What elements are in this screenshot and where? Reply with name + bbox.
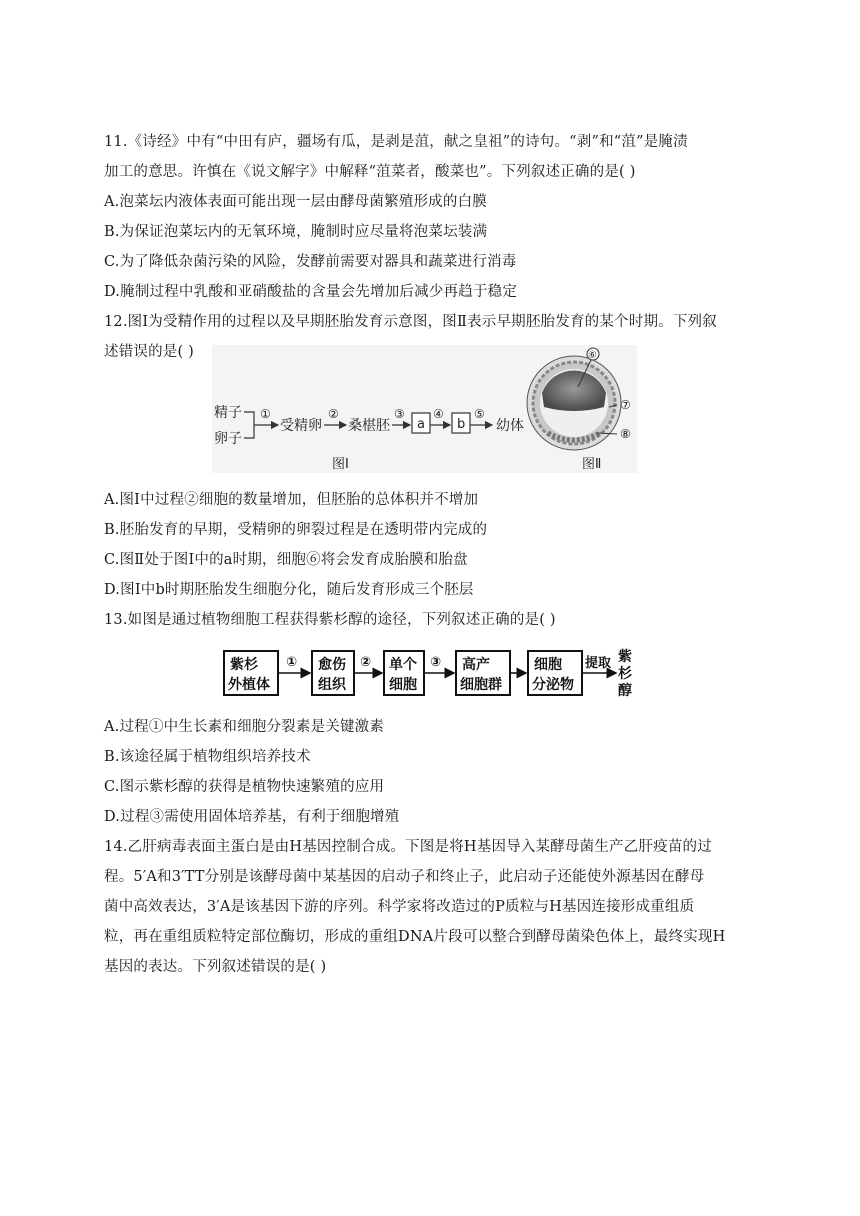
product-char2: 杉 bbox=[618, 666, 632, 682]
q11-option-b: B.为保证泡菜坛内的无氧环境，腌制时应尽量将泡菜坛装满 bbox=[104, 224, 488, 240]
box2-line2: 组织 bbox=[318, 677, 346, 693]
q14-stem-line4: 粒，再在重组质粒特定部位酶切，形成的重组DNA片段可以整合到酵母菌染色体上，最终实现H bbox=[104, 929, 726, 945]
pathway-step2: ② bbox=[360, 655, 372, 670]
box1-line2: 外植体 bbox=[228, 677, 270, 693]
step5-label: ⑤ bbox=[474, 407, 485, 421]
label7-text: ⑦ bbox=[620, 398, 631, 412]
q13-stem: 13.如图是通过植物细胞工程获得紫杉醇的途径，下列叙述正确的是( ) bbox=[104, 612, 556, 628]
q12-option-b: B.胚胎发育的早期，受精卵的卵裂过程是在透明带内完成的 bbox=[104, 522, 488, 538]
figure1-caption: 图Ⅰ bbox=[332, 457, 349, 472]
join-bracket bbox=[244, 412, 254, 438]
taxol-pathway-svg bbox=[222, 645, 642, 705]
q14-stem-line1: 14.乙肝病毒表面主蛋白是由H基因控制合成。下图是将H基因导入某酵母菌生产乙肝疫苗的过 bbox=[104, 839, 712, 855]
step4-label: ④ bbox=[433, 407, 444, 421]
q11-stem-line2: 加工的意思。许慎在《说文解字》中解释“菹菜者，酸菜也”。下列叙述正确的是( ) bbox=[104, 164, 636, 180]
q13-option-d: D.过程③需使用固体培养基，有利于细胞增殖 bbox=[104, 809, 400, 825]
pathway-step3: ③ bbox=[430, 655, 442, 670]
box1-line1: 紫杉 bbox=[230, 657, 258, 673]
blastocyst-illustration bbox=[527, 356, 621, 450]
q12-stem-line1: 12.图Ⅰ为受精作用的过程以及早期胚胎发育示意图，图Ⅱ表示早期胚胎发育的某个时期。下列叙 bbox=[104, 314, 717, 330]
q13-option-b: B.该途径属于植物组织培养技术 bbox=[104, 749, 311, 765]
box-a-label: a bbox=[417, 417, 425, 432]
box3-line1: 单个 bbox=[389, 657, 417, 673]
q11-option-a: A.泡菜坛内液体表面可能出现一层由酵母菌繁殖形成的白膜 bbox=[104, 194, 487, 210]
embryo-figure-svg bbox=[212, 345, 637, 473]
label6-text: ⑥ bbox=[588, 350, 597, 361]
egg-label: 卵子 bbox=[214, 431, 242, 447]
taxol-pathway-figure bbox=[222, 645, 642, 705]
step3-label: ③ bbox=[394, 407, 405, 421]
extract-label: 提取 bbox=[585, 656, 612, 671]
q12-option-d: D.图Ⅰ中b时期胚胎发生细胞分化，随后发育形成三个胚层 bbox=[104, 582, 474, 598]
q14-stem-line2: 程。5′A和3′TT分别是该酵母菌中某基因的启动子和终止子，此启动子还能使外源基因在酵母 bbox=[104, 869, 705, 885]
q11-stem-line1: 11.《诗经》中有“中田有庐，疆场有瓜，是剥是菹，献之皇祖”的诗句。“剥”和“菹”是腌渍 bbox=[104, 134, 688, 150]
product-char1: 紫 bbox=[618, 649, 632, 665]
sperm-label: 精子 bbox=[214, 405, 242, 421]
box5-line2: 分泌物 bbox=[532, 677, 574, 693]
q11-option-c: C.为了降低杂菌污染的风险，发酵前需要对器具和蔬菜进行消毒 bbox=[104, 254, 517, 270]
q13-option-a: A.过程①中生长素和细胞分裂素是关键激素 bbox=[104, 719, 385, 735]
morula-label: 桑椹胚 bbox=[348, 418, 390, 434]
q14-stem-line5: 基因的表达。下列叙述错误的是( ) bbox=[104, 959, 327, 975]
box3-line2: 细胞 bbox=[389, 677, 417, 693]
box5-line1: 细胞 bbox=[534, 657, 562, 673]
q12-option-c: C.图Ⅱ处于图Ⅰ中的a时期，细胞⑥将会发育成胎膜和胎盘 bbox=[104, 552, 468, 568]
q12-option-a: A.图Ⅰ中过程②细胞的数量增加，但胚胎的总体积并不增加 bbox=[104, 492, 479, 508]
young-label: 幼体 bbox=[496, 418, 524, 434]
figure2-caption: 图Ⅱ bbox=[582, 457, 602, 472]
q14-stem-line3: 菌中高效表达，3′A是该基因下游的序列。科学家将改造过的P质粒与H基因连接形成重组质 bbox=[104, 899, 695, 915]
zygote-label: 受精卵 bbox=[280, 418, 322, 434]
label8-text: ⑧ bbox=[620, 427, 631, 441]
step2-label: ② bbox=[328, 407, 339, 421]
box-b-label: b bbox=[457, 417, 466, 432]
q11-option-d: D.腌制过程中乳酸和亚硝酸盐的含量会先增加后减少再趋于稳定 bbox=[104, 284, 518, 300]
box4-line1: 高产 bbox=[462, 657, 490, 673]
embryo-development-figure bbox=[212, 345, 637, 473]
box2-line1: 愈伤 bbox=[318, 657, 346, 673]
product-char3: 醇 bbox=[618, 683, 632, 699]
step1-label: ① bbox=[260, 407, 271, 421]
q13-option-c: C.图示紫杉醇的获得是植物快速繁殖的应用 bbox=[104, 779, 385, 795]
box4-line2: 细胞群 bbox=[460, 677, 502, 693]
q12-stem-line2: 述错误的是( ) bbox=[104, 344, 195, 360]
pathway-step1: ① bbox=[286, 655, 298, 670]
